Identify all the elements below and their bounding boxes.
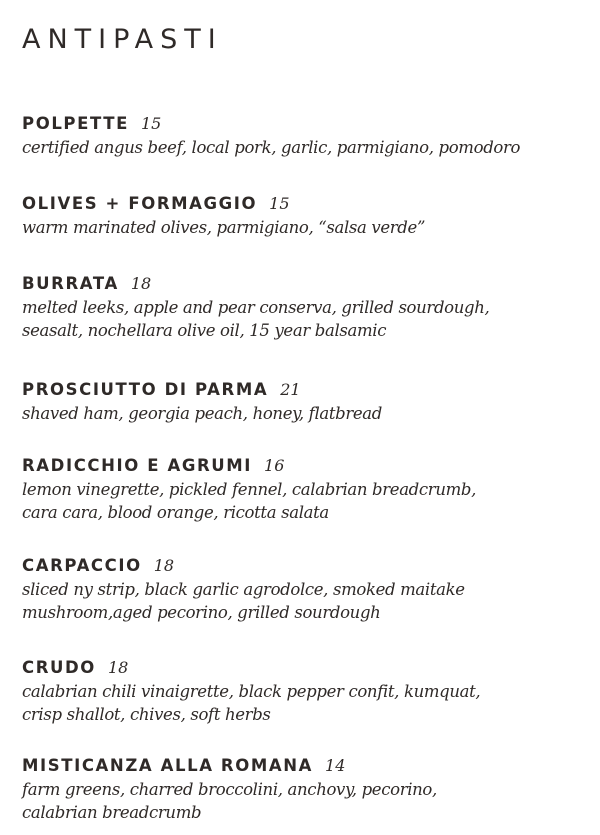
section-title: ANTIPASTI bbox=[22, 24, 223, 55]
menu-item-crudo bbox=[22, 658, 592, 726]
item-name: POLPETTE bbox=[22, 114, 129, 133]
item-name: CRUDO bbox=[22, 658, 96, 677]
description-line: shaved ham, georgia peach, honey, flatbread bbox=[22, 404, 383, 423]
menu-item-polpette bbox=[22, 114, 592, 159]
description-line: cara cara, blood orange, ricotta salata bbox=[22, 503, 329, 522]
item-header bbox=[22, 274, 592, 295]
item-description bbox=[22, 216, 592, 239]
item-price: 15 bbox=[140, 114, 162, 133]
description-line: mushroom,aged pecorino, grilled sourdough bbox=[22, 603, 381, 622]
description-line: certified angus beef, local pork, garlic, parmigiano, pomodoro bbox=[22, 138, 521, 157]
menu-item-burrata bbox=[22, 274, 592, 342]
item-description bbox=[22, 296, 592, 342]
item-name: BURRATA bbox=[22, 274, 119, 293]
description-line: calabrian chili vinaigrette, black pepper confit, kumquat, bbox=[22, 682, 481, 701]
item-header bbox=[22, 380, 592, 401]
description-line: sliced ny strip, black garlic agrodolce, smoked maitake bbox=[22, 580, 465, 599]
menu-item-carpaccio bbox=[22, 556, 592, 624]
item-name: OLIVES + FORMAGGIO bbox=[22, 194, 258, 213]
item-header bbox=[22, 114, 592, 135]
item-header bbox=[22, 194, 592, 215]
menu-item-prosciutto-di-parma bbox=[22, 380, 592, 425]
menu-item-radicchio-e-agrumi bbox=[22, 456, 592, 524]
item-name: CARPACCIO bbox=[22, 556, 142, 575]
item-name: RADICCHIO E AGRUMI bbox=[22, 456, 253, 475]
item-header bbox=[22, 756, 592, 777]
item-description bbox=[22, 778, 592, 824]
item-description bbox=[22, 402, 592, 425]
item-price: 18 bbox=[107, 658, 129, 677]
item-description bbox=[22, 578, 592, 624]
item-name: MISTICANZA ALLA ROMANA bbox=[22, 756, 314, 775]
description-line: lemon vinegrette, pickled fennel, calabrian breadcrumb, bbox=[22, 480, 476, 499]
description-line: crisp shallot, chives, soft herbs bbox=[22, 705, 271, 724]
item-price: 18 bbox=[153, 556, 175, 575]
menu-item-misticanza-alla-romana bbox=[22, 756, 592, 824]
item-price: 18 bbox=[130, 274, 152, 293]
item-header bbox=[22, 658, 592, 679]
description-line: calabrian breadcrumb bbox=[22, 803, 202, 822]
item-description bbox=[22, 680, 592, 726]
item-description bbox=[22, 136, 592, 159]
menu-item-olives-formaggio bbox=[22, 194, 592, 239]
item-price: 15 bbox=[269, 194, 290, 213]
item-description bbox=[22, 478, 592, 524]
item-name: PROSCIUTTO DI PARMA bbox=[22, 380, 269, 399]
description-line: seasalt, nochellara olive oil, 15 year balsamic bbox=[22, 321, 387, 340]
description-line: warm marinated olives, parmigiano, “salsa verde” bbox=[22, 218, 426, 237]
item-price: 16 bbox=[264, 456, 285, 475]
item-header bbox=[22, 556, 592, 577]
item-price: 21 bbox=[280, 380, 301, 399]
description-line: melted leeks, apple and pear conserva, grilled sourdough, bbox=[22, 298, 490, 317]
item-header bbox=[22, 456, 592, 477]
item-price: 14 bbox=[325, 756, 346, 775]
description-line: farm greens, charred broccolini, anchovy, pecorino, bbox=[22, 780, 437, 799]
